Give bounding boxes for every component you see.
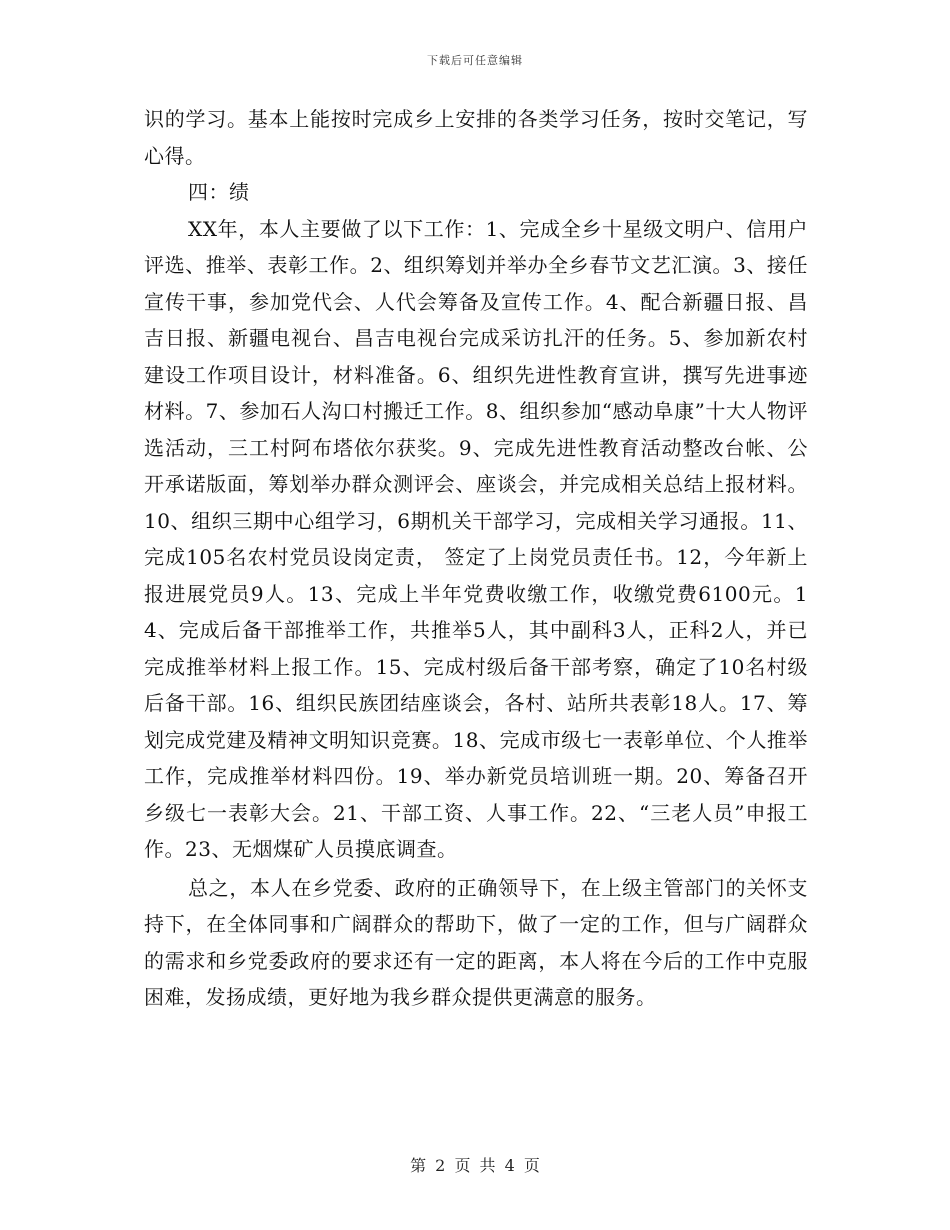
document-body <box>144 101 808 1016</box>
paragraph-continuation: 识的学习。基本上能按时完成乡上安排的各类学习任务，按时交笔记，写心得。 <box>144 107 808 168</box>
paragraph-summary: 总之，本人在乡党委、政府的正确领导下，在上级主管部门的关怀支持下，在全体同事和广阔群众的帮助下，做了一定的工作，但与广阔群众的需求和乡党委政府的要求还有一定的距离，本人将在今后的工作中克服困难，发扬成绩，更好地为我乡群众提供更满意的服务。 <box>144 875 808 1009</box>
page-number-footer: 第 2 页 共 4 页 <box>410 1156 540 1175</box>
section-heading: 四：绩 <box>188 180 250 204</box>
page-header-note: 下载后可任意编辑 <box>427 54 523 67</box>
paragraph-work-list: XX年，本人主要做了以下工作：1、完成全乡十星级文明户、信用户评选、推举、表彰工作。2、组织筹划并举办全乡春节文艺汇演。3、接任宣传干事，参加党代会、人代会筹备及宣传工作。4、配合新疆日报、昌吉日报、新疆电视台、昌吉电视台完成采访扎汗的任务。5、参加新农村建设工作项目设计，材料准备。6、组织先进性教育宣讲，撰写先进事迹材料。7、参加石人沟口村搬迁工作。8、组织参加“感动阜康”十大人物评选活动，三工村阿布塔依尔获奖。9、完成先进性教育活动整改台帐、公开承诺版面，筹划举办群众测评会、座谈会，并完成相关总结上报材料。10、组织三期中心组学习，6期机关干部学习，完成相关学习通报。11、完成105名农村党员设岗定责， 签定了上岗党员责任书。12，今年新上报进展党员9人。13、完成上半年党费收缴工作，收缴党费6100元。14、完成后备干部推举工作，共推举5人，其中副科3人，正科2人，并已完成推举材料上报工作。15、完成村级后备干部考察，确定了10名村级后备干部。16、组织民族团结座谈会，各村、站所共表彰18人。17、筹划完成党建及精神文明知识竞赛。18、完成市级七一表彰单位、个人推举工作，完成推举材料四份。19、举办新党员培训班一期。20、筹备召开乡级七一表彰大会。21、干部工资、人事工作。22、“三老人员”申报工作。23、无烟煤矿人员摸底调查。 <box>144 216 808 861</box>
